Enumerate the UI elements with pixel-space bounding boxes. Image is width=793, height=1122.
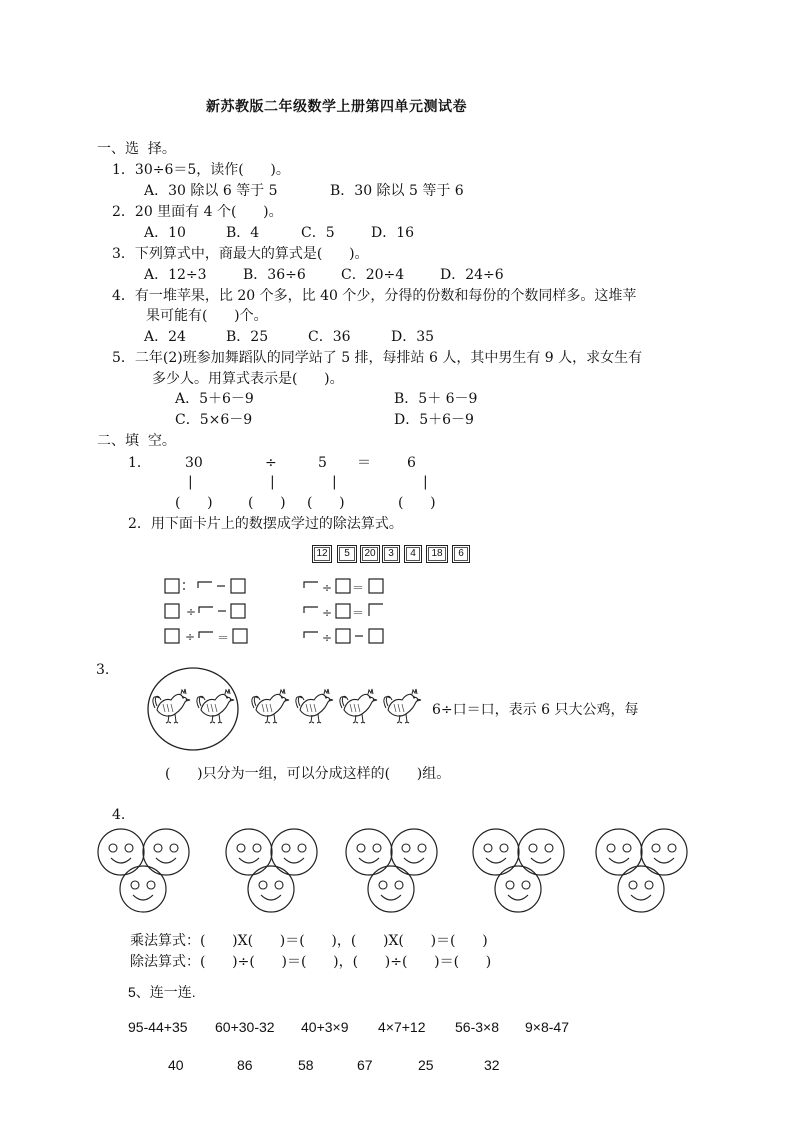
q4-option-c: C．36 xyxy=(308,329,351,345)
rooster-icon xyxy=(197,689,234,723)
svg-text:÷: ÷ xyxy=(322,631,333,645)
q3-option-a: A．12÷3 xyxy=(144,267,207,283)
fill-q3-text: 6÷口＝口，表示 6 只大公鸡，每 xyxy=(432,702,639,718)
q3-option-b: B．36÷6 xyxy=(243,267,306,283)
fill-q1-quotient: 6 xyxy=(407,455,416,471)
rooster-icon xyxy=(296,689,333,723)
fill-q1-blank-dividend[interactable]: ( ) xyxy=(175,495,213,511)
rooster-icon xyxy=(384,689,421,723)
section-1-heading: 一、选 择。 xyxy=(97,141,176,157)
q2-option-c: C．5 xyxy=(301,225,335,241)
rooster-icon xyxy=(340,689,377,723)
q2-option-b: B．4 xyxy=(226,225,260,241)
blank-box-icon xyxy=(304,629,383,645)
answer-item[interactable]: 40 xyxy=(168,1057,184,1073)
rooster-icon xyxy=(153,689,190,723)
smiley-face-icon xyxy=(596,829,687,912)
fill-q4-multiplication: 乘法算式：( )X( )＝( )，( )X( )＝( ) xyxy=(130,933,488,949)
answer-item[interactable]: 58 xyxy=(298,1057,314,1073)
number-card-icon: 4 xyxy=(404,545,422,563)
q4-stem-line1: 4．有一堆苹果，比 20 个多，比 40 个少，分得的份数和每份的个数同样多。这堆苹 xyxy=(112,288,637,304)
q2-option-d: D．16 xyxy=(371,225,415,241)
blank-box-icon xyxy=(165,604,245,619)
q4-option-d: D．35 xyxy=(391,329,435,345)
fill-q4-division: 除法算式：( )÷( )＝( )，( )÷( )＝( ) xyxy=(130,954,492,970)
blank-box-icon xyxy=(304,579,383,595)
fill-q1-blank-divisor[interactable]: ( ) xyxy=(307,495,345,511)
fill-q1-number: 1． xyxy=(128,455,151,471)
q2-stem: 2．20 里面有 4 个( )。 xyxy=(112,204,283,220)
answer-item[interactable]: 32 xyxy=(484,1057,500,1073)
number-card-icon: 18 xyxy=(426,545,448,563)
number-card-icon: 6 xyxy=(452,545,470,563)
q4-option-a: A．24 xyxy=(144,329,186,345)
fill-q1-equals: ＝ xyxy=(357,455,371,471)
expression-item[interactable]: 56-3×8 xyxy=(455,1019,499,1035)
svg-text:＝: ＝ xyxy=(217,631,230,645)
expression-item[interactable]: 95-44+35 xyxy=(128,1019,188,1035)
page-title: 新苏教版二年级数学上册第四单元测试卷 xyxy=(206,99,467,115)
smiley-face-icon xyxy=(473,829,564,912)
q4-stem-line2: 果可能有( )个。 xyxy=(146,308,268,324)
blank-box-icon xyxy=(165,629,247,645)
q1-option-a: A．30 除以 6 等于 5 xyxy=(144,183,278,199)
rooster-icon xyxy=(252,689,289,723)
fill-q2-stem: 2．用下面卡片上的数摆成学过的除法算式。 xyxy=(128,516,403,532)
q4-option-b: B．25 xyxy=(226,329,269,345)
fill-q3-text-line2: ( )只分为一组，可以分成这样的( )组。 xyxy=(165,766,451,782)
expression-item[interactable]: 9×8-47 xyxy=(525,1019,569,1035)
svg-text:＝: ＝ xyxy=(352,606,365,620)
q3-stem: 3．下列算式中，商最大的算式是( )。 xyxy=(112,246,369,262)
smiley-face-icon xyxy=(346,829,437,912)
fill-q1-blank-quotient[interactable]: ( ) xyxy=(398,495,436,511)
q5-option-b: B．5＋ 6－9 xyxy=(394,391,478,407)
q5-stem-line2: 多少人。用算式表示是( )。 xyxy=(152,371,344,387)
fill-q5-heading: 5、连一连. xyxy=(128,984,196,1000)
q5-stem-line1: 5．二年(2)班参加舞蹈队的同学站了 5 排，每排站 6 人，其中男生有 9 人，求女生有 xyxy=(112,350,643,366)
svg-text:÷: ÷ xyxy=(186,605,197,619)
fill-q1-dividend: 30 xyxy=(185,455,203,471)
answer-item[interactable]: 86 xyxy=(237,1057,253,1073)
expression-item[interactable]: 40+3×9 xyxy=(301,1019,349,1035)
blank-box-icon xyxy=(165,579,245,593)
fill-q1-bar: | xyxy=(270,474,275,490)
q1-option-b: B．30 除以 5 等于 6 xyxy=(330,183,464,199)
svg-text:÷: ÷ xyxy=(185,630,196,644)
q5-option-d: D．5＋6－9 xyxy=(394,412,474,428)
section-2-heading: 二、填 空。 xyxy=(97,433,176,449)
q3-option-d: D．24÷6 xyxy=(440,267,504,283)
q5-option-c: C．5×6－9 xyxy=(175,412,253,428)
smiley-face-icon xyxy=(98,829,189,912)
fill-q4-number: 4. xyxy=(112,807,126,823)
smiley-face-icon xyxy=(226,829,317,912)
fill-q1-bar: | xyxy=(332,474,337,490)
svg-text:÷: ÷ xyxy=(322,606,333,620)
number-card-icon: 12 xyxy=(312,545,332,563)
fill-q3-number: 3. xyxy=(96,662,110,678)
fill-q1-blank-sign[interactable]: ( ) xyxy=(248,495,286,511)
svg-text:＝: ＝ xyxy=(352,581,365,595)
answer-item[interactable]: 67 xyxy=(357,1057,373,1073)
fill-q1-bar: | xyxy=(423,474,428,490)
expression-item[interactable]: 60+30-32 xyxy=(215,1019,275,1035)
expression-item[interactable]: 4×7+12 xyxy=(378,1019,426,1035)
number-card-icon: 3 xyxy=(382,545,400,563)
q2-option-a: A．10 xyxy=(144,225,186,241)
q1-stem: 1．30÷6＝5，读作( )。 xyxy=(112,162,290,178)
q5-option-a: A．5＋6－9 xyxy=(175,391,254,407)
answer-item[interactable]: 25 xyxy=(418,1057,434,1073)
number-card-icon: 20 xyxy=(360,545,380,563)
fill-q1-divisor: 5 xyxy=(318,455,327,471)
q3-option-c: C．20÷4 xyxy=(341,267,405,283)
blank-box-icon xyxy=(304,604,383,620)
number-card-icon: 5 xyxy=(337,545,357,563)
svg-text:÷: ÷ xyxy=(322,581,333,595)
fill-q1-divide-sign: ÷ xyxy=(265,455,277,471)
fill-q1-bar: | xyxy=(188,474,193,490)
